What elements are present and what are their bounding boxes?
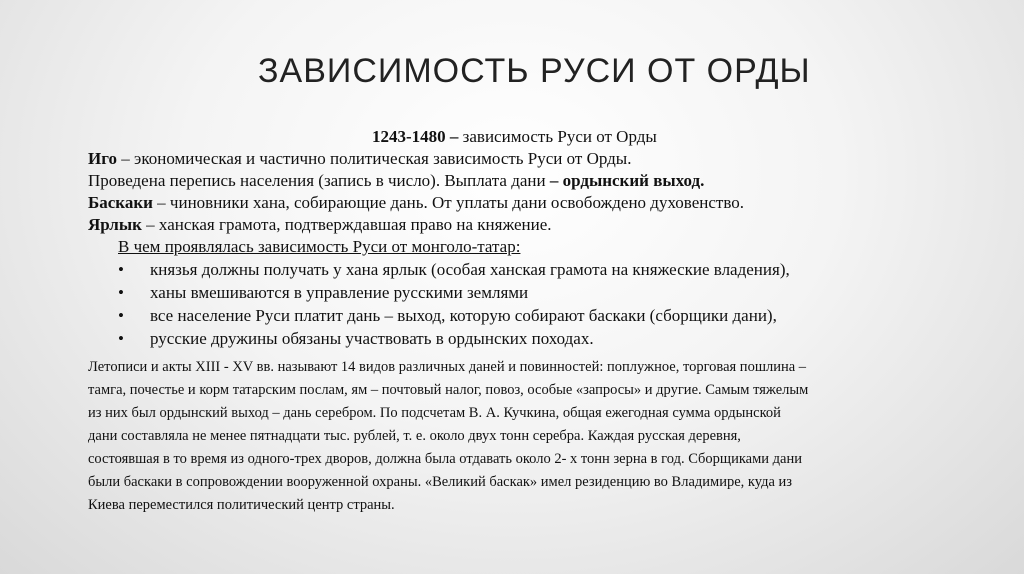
paragraph-line: Летописи и акты XIII - XV вв. называют 14 видов различных даней и повинностей: поплужное, торговая пошлина – [88,359,807,375]
census-strong: – ордынский выход. [549,171,705,190]
igo-term: Иго [88,149,118,168]
list-item [88,281,948,304]
yarlyk-definition [88,214,948,236]
yarlyk-text: – ханская грамота, подтверждавшая право на княжение. [141,215,552,234]
paragraph-line: состоявшая в то время из одного-трех дворов, должна была отдавать около 2- х тонн зерна в год. Сборщиками дани [88,451,802,467]
igo-definition [88,148,948,170]
baskaki-term: Баскаки [88,193,153,212]
dependency-list [88,258,948,350]
bullet-icon: • [118,283,124,302]
igo-text: – экономическая и частично политическая зависимость Руси от Орды. [117,149,632,168]
bullet-icon: • [118,329,124,348]
paragraph-line: дани составляла не менее пятнадцати тыс. рублей, т. е. около двух тонн серебра. Каждая русская деревня, [88,428,741,444]
list-item-text: все население Руси платит дань – выход, которую собирают баскаки (сборщики дани), [150,306,777,325]
slide-body [88,126,948,350]
list-item [88,304,948,327]
yarlyk-term: Ярлык [88,215,142,234]
dependency-question: В чем проявлялась зависимость Руси от монголо-татар: [118,237,521,256]
period-dash: – [445,127,463,146]
slide-title: ЗАВИСИМОСТЬ РУСИ ОТ ОРДЫ [258,52,811,90]
paragraph-line: из них был ордынский выход – дань серебром. По подсчетам В. А. Кучкина, общая ежегодная сумма ордынской [88,405,781,421]
bullet-icon: • [118,260,124,279]
period-line [88,126,948,148]
baskaki-definition [88,192,948,214]
baskaki-text: – чиновники хана, собирающие дань. От уплаты дани освобождено духовенство. [152,193,745,212]
paragraph-line: были баскаки в сопровождении вооруженной охраны. «Великий баскак» имел резиденцию во Владимире, куда из [88,474,793,490]
period-years: 1243-1480 [372,127,446,146]
history-paragraph [88,356,948,517]
bullet-icon: • [118,306,124,325]
list-item-text: князья должны получать у хана ярлык (особая ханская грамота на княжеские владения), [150,260,790,279]
list-item-text: русские дружины обязаны участвовать в ордынских походах. [150,329,594,348]
census-text: Проведена перепись населения (запись в число). Выплата дани [88,171,550,190]
paragraph-line: Киева переместился политический центр страны. [88,497,395,513]
paragraph-line: тамга, почестье и корм татарским послам, ям – почтовый налог, повоз, особые «запросы» и другие. Самым тяжелым [88,382,809,398]
list-item-text: ханы вмешиваются в управление русскими землями [150,283,529,302]
census-line [88,170,948,192]
period-text: зависимость Руси от Орды [462,127,657,146]
list-item [88,327,948,350]
list-item [88,258,948,281]
